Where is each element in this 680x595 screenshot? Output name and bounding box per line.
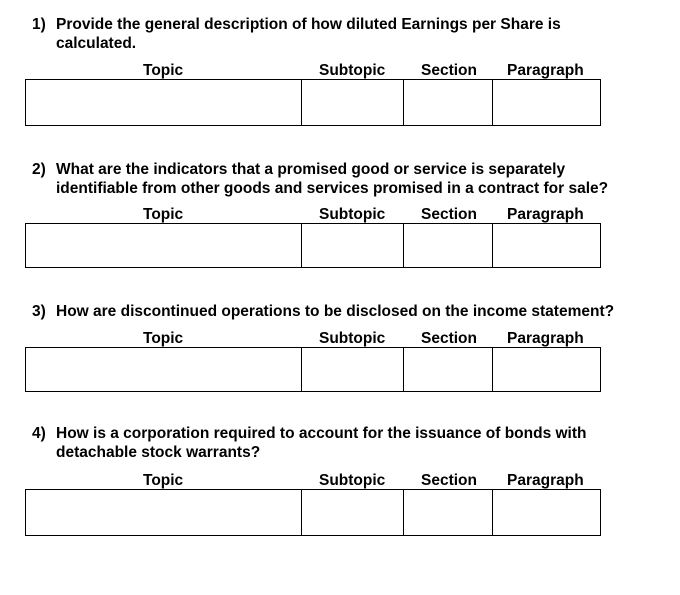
q1-answer-row [25,79,601,126]
q4-subtopic-field[interactable] [302,490,404,535]
q1-header-section: Section [421,62,477,79]
q3-section-field[interactable] [404,348,493,391]
question-4 [32,424,672,462]
q4-header-topic: Topic [143,472,184,489]
q1-subtopic-field[interactable] [302,80,404,125]
question-4-number: 4) [32,425,46,442]
question-3-text: How are discontinued operations to be disclosed on the income statement? [56,303,615,320]
question-3-number: 3) [32,303,46,320]
q1-header-paragraph: Paragraph [507,62,584,79]
question-2-text: What are the indicators that a promised good or service is separately identifiable from other goods and services promised in a contract for sale? [56,161,609,197]
question-1 [32,15,672,53]
q1-header-topic: Topic [143,62,184,79]
q3-header-subtopic: Subtopic [319,330,386,347]
q3-answer-row [25,347,601,392]
q4-header-subtopic: Subtopic [319,472,386,489]
question-4-text: How is a corporation required to account for the issuance of bonds with detachable stock warrants? [56,425,587,461]
q3-subtopic-field[interactable] [302,348,404,391]
q2-topic-field[interactable] [26,224,302,267]
q3-topic-field[interactable] [26,348,302,391]
question-3 [32,302,672,321]
q4-paragraph-field[interactable] [493,490,600,535]
q2-subtopic-field[interactable] [302,224,404,267]
question-2 [32,160,672,198]
q2-header-section: Section [421,206,477,223]
question-1-text: Provide the general description of how diluted Earnings per Share is calculated. [56,16,561,52]
q3-header-topic: Topic [143,330,184,347]
question-2-number: 2) [32,161,46,178]
q4-header-section: Section [421,472,477,489]
q1-topic-field[interactable] [26,80,302,125]
q1-paragraph-field[interactable] [493,80,600,125]
q4-section-field[interactable] [404,490,493,535]
q2-paragraph-field[interactable] [493,224,600,267]
q1-section-field[interactable] [404,80,493,125]
q4-answer-row [25,489,601,536]
question-1-number: 1) [32,16,46,33]
q3-header-section: Section [421,330,477,347]
q4-header-paragraph: Paragraph [507,472,584,489]
q4-topic-field[interactable] [26,490,302,535]
q1-header-subtopic: Subtopic [319,62,386,79]
q3-paragraph-field[interactable] [493,348,600,391]
q2-header-subtopic: Subtopic [319,206,386,223]
q2-answer-row [25,223,601,268]
q2-header-topic: Topic [143,206,184,223]
q2-header-paragraph: Paragraph [507,206,584,223]
q3-header-paragraph: Paragraph [507,330,584,347]
q2-section-field[interactable] [404,224,493,267]
